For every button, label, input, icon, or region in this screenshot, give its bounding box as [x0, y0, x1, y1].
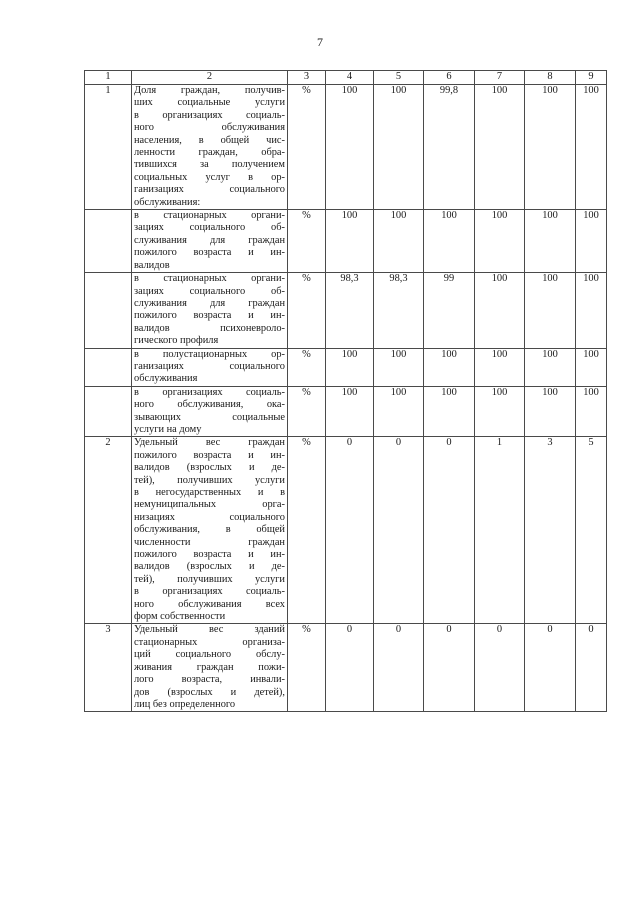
description-line: живания граждан пожи- — [134, 661, 285, 673]
description-line: Удельный вес граждан — [134, 437, 285, 449]
description-line: в организациях социаль- — [134, 109, 285, 121]
header-row — [85, 71, 607, 85]
table-row — [85, 386, 607, 437]
value-cell: 100 — [475, 348, 525, 386]
description-line: валидов (взрослых и де- — [134, 561, 285, 573]
unit-cell: % — [288, 210, 326, 273]
description-line: дов (взрослых и детей), — [134, 686, 285, 698]
row-number-cell: 1 — [85, 85, 132, 210]
value-cell: 100 — [475, 85, 525, 210]
description-line: в стационарных органи- — [134, 210, 285, 222]
description-line: ного обслуживания, ока- — [134, 399, 285, 411]
value-cell: 100 — [576, 348, 607, 386]
value-cell: 1 — [475, 437, 525, 624]
indicators-table — [84, 70, 607, 712]
description-line: ного обслуживания всех — [134, 598, 285, 610]
value-cell: 0 — [326, 624, 374, 712]
row-number-cell: 3 — [85, 624, 132, 712]
description-line: ганизациях социального — [134, 360, 285, 372]
header-cell: 9 — [576, 71, 607, 85]
value-cell: 100 — [525, 210, 576, 273]
header-cell: 5 — [374, 71, 424, 85]
description-line: в организациях социаль- — [134, 386, 285, 398]
value-cell: 100 — [475, 386, 525, 437]
description-line: гического профиля — [134, 335, 219, 347]
value-cell: 0 — [374, 437, 424, 624]
value-cell: 100 — [525, 273, 576, 348]
description-line: ций социального обслу- — [134, 649, 285, 661]
table-row — [85, 348, 607, 386]
value-cell: 0 — [525, 624, 576, 712]
value-cell: 0 — [576, 624, 607, 712]
value-cell: 98,3 — [374, 273, 424, 348]
value-cell: 99 — [424, 273, 475, 348]
row-number-cell — [85, 348, 132, 386]
indicator-description-cell — [132, 210, 288, 273]
indicator-description-cell — [132, 624, 288, 712]
description-line: ленности граждан, обра- — [134, 147, 285, 159]
description-line: зывающих социальные — [134, 411, 285, 423]
value-cell: 100 — [424, 348, 475, 386]
description-line: валидов (взрослых и де- — [134, 462, 285, 474]
value-cell: 0 — [424, 437, 475, 624]
indicator-description-cell — [132, 273, 288, 348]
description-line: в организациях социаль- — [134, 586, 285, 598]
value-cell: 100 — [525, 386, 576, 437]
header-cell: 7 — [475, 71, 525, 85]
row-number-cell — [85, 273, 132, 348]
value-cell: 3 — [525, 437, 576, 624]
table-row — [85, 437, 607, 624]
description-line: в полустационарных ор- — [134, 348, 285, 360]
table-row — [85, 210, 607, 273]
description-line: ших социальные услуги — [134, 97, 285, 109]
description-line: в стационарных органи- — [134, 273, 285, 285]
description-line: немуниципальных орга- — [134, 499, 285, 511]
unit-cell: % — [288, 437, 326, 624]
description-line: валидов психоневроло- — [134, 322, 285, 334]
header-cell: 3 — [288, 71, 326, 85]
description-line: пожилого возраста и ин- — [134, 549, 285, 561]
description-line: Доля граждан, получив- — [134, 85, 285, 96]
description-line: в негосударственных и в — [134, 487, 285, 498]
value-cell: 98,3 — [326, 273, 374, 348]
value-cell: 0 — [424, 624, 475, 712]
value-cell: 100 — [576, 386, 607, 437]
description-line: пожилого возраста и ин- — [134, 247, 285, 259]
description-line: валидов — [134, 259, 170, 271]
description-line: пожилого возраста и ин- — [134, 310, 285, 322]
description-line: услуги на дому — [134, 423, 202, 435]
description-line: обслуживания — [134, 373, 198, 385]
description-line: пожилого возраста и ин- — [134, 449, 285, 461]
header-cell: 1 — [85, 71, 132, 85]
description-line: обслуживания: — [134, 196, 201, 208]
header-cell: 6 — [424, 71, 475, 85]
description-line: численности граждан — [134, 536, 285, 548]
description-line: ного обслуживания — [134, 122, 285, 134]
indicator-description-cell — [132, 85, 288, 210]
description-line: тившихся за получением — [134, 159, 285, 171]
value-cell: 100 — [525, 348, 576, 386]
description-line: тей), получивших услуги — [134, 474, 285, 486]
value-cell: 100 — [326, 210, 374, 273]
value-cell: 0 — [475, 624, 525, 712]
description-line: зациях социального об- — [134, 222, 285, 234]
description-line: социальных услуг в ор- — [134, 171, 285, 183]
description-line: стационарных организа- — [134, 636, 285, 648]
value-cell: 100 — [424, 386, 475, 437]
description-line: служивания для граждан — [134, 234, 285, 246]
unit-cell: % — [288, 85, 326, 210]
description-line: тей), получивших услуги — [134, 573, 285, 585]
value-cell: 100 — [326, 85, 374, 210]
value-cell: 99,8 — [424, 85, 475, 210]
table-row — [85, 273, 607, 348]
table-row — [85, 85, 607, 210]
value-cell: 0 — [326, 437, 374, 624]
description-line: лиц без определенного — [134, 698, 236, 710]
unit-cell: % — [288, 624, 326, 712]
description-line: низациях социального — [134, 511, 285, 523]
header-cell: 4 — [326, 71, 374, 85]
unit-cell: % — [288, 386, 326, 437]
description-line: лого возраста, инвали- — [134, 674, 285, 686]
value-cell: 100 — [326, 386, 374, 437]
description-line: населения, в общей чис- — [134, 134, 285, 146]
header-cell: 2 — [132, 71, 288, 85]
description-line: служивания для граждан — [134, 297, 285, 309]
value-cell: 100 — [576, 85, 607, 210]
value-cell: 100 — [475, 273, 525, 348]
unit-cell: % — [288, 348, 326, 386]
indicator-description-cell — [132, 386, 288, 437]
description-line: ганизациях социального — [134, 184, 285, 196]
row-number-cell — [85, 210, 132, 273]
value-cell: 100 — [475, 210, 525, 273]
value-cell: 100 — [525, 85, 576, 210]
value-cell: 100 — [374, 348, 424, 386]
value-cell: 5 — [576, 437, 607, 624]
description-line: обслуживания, в общей — [134, 524, 285, 536]
row-number-cell: 2 — [85, 437, 132, 624]
value-cell: 100 — [576, 273, 607, 348]
value-cell: 0 — [374, 624, 424, 712]
value-cell: 100 — [424, 210, 475, 273]
indicator-description-cell — [132, 437, 288, 624]
row-number-cell — [85, 386, 132, 437]
value-cell: 100 — [374, 85, 424, 210]
header-cell: 8 — [525, 71, 576, 85]
value-cell: 100 — [326, 348, 374, 386]
description-line: Удельный вес зданий — [134, 624, 285, 636]
indicator-description-cell — [132, 348, 288, 386]
description-line: форм собственности — [134, 611, 226, 623]
value-cell: 100 — [374, 210, 424, 273]
unit-cell: % — [288, 273, 326, 348]
page-number: 7 — [317, 35, 323, 49]
table-row — [85, 624, 607, 712]
value-cell: 100 — [374, 386, 424, 437]
value-cell: 100 — [576, 210, 607, 273]
description-line: зациях социального об- — [134, 285, 285, 297]
